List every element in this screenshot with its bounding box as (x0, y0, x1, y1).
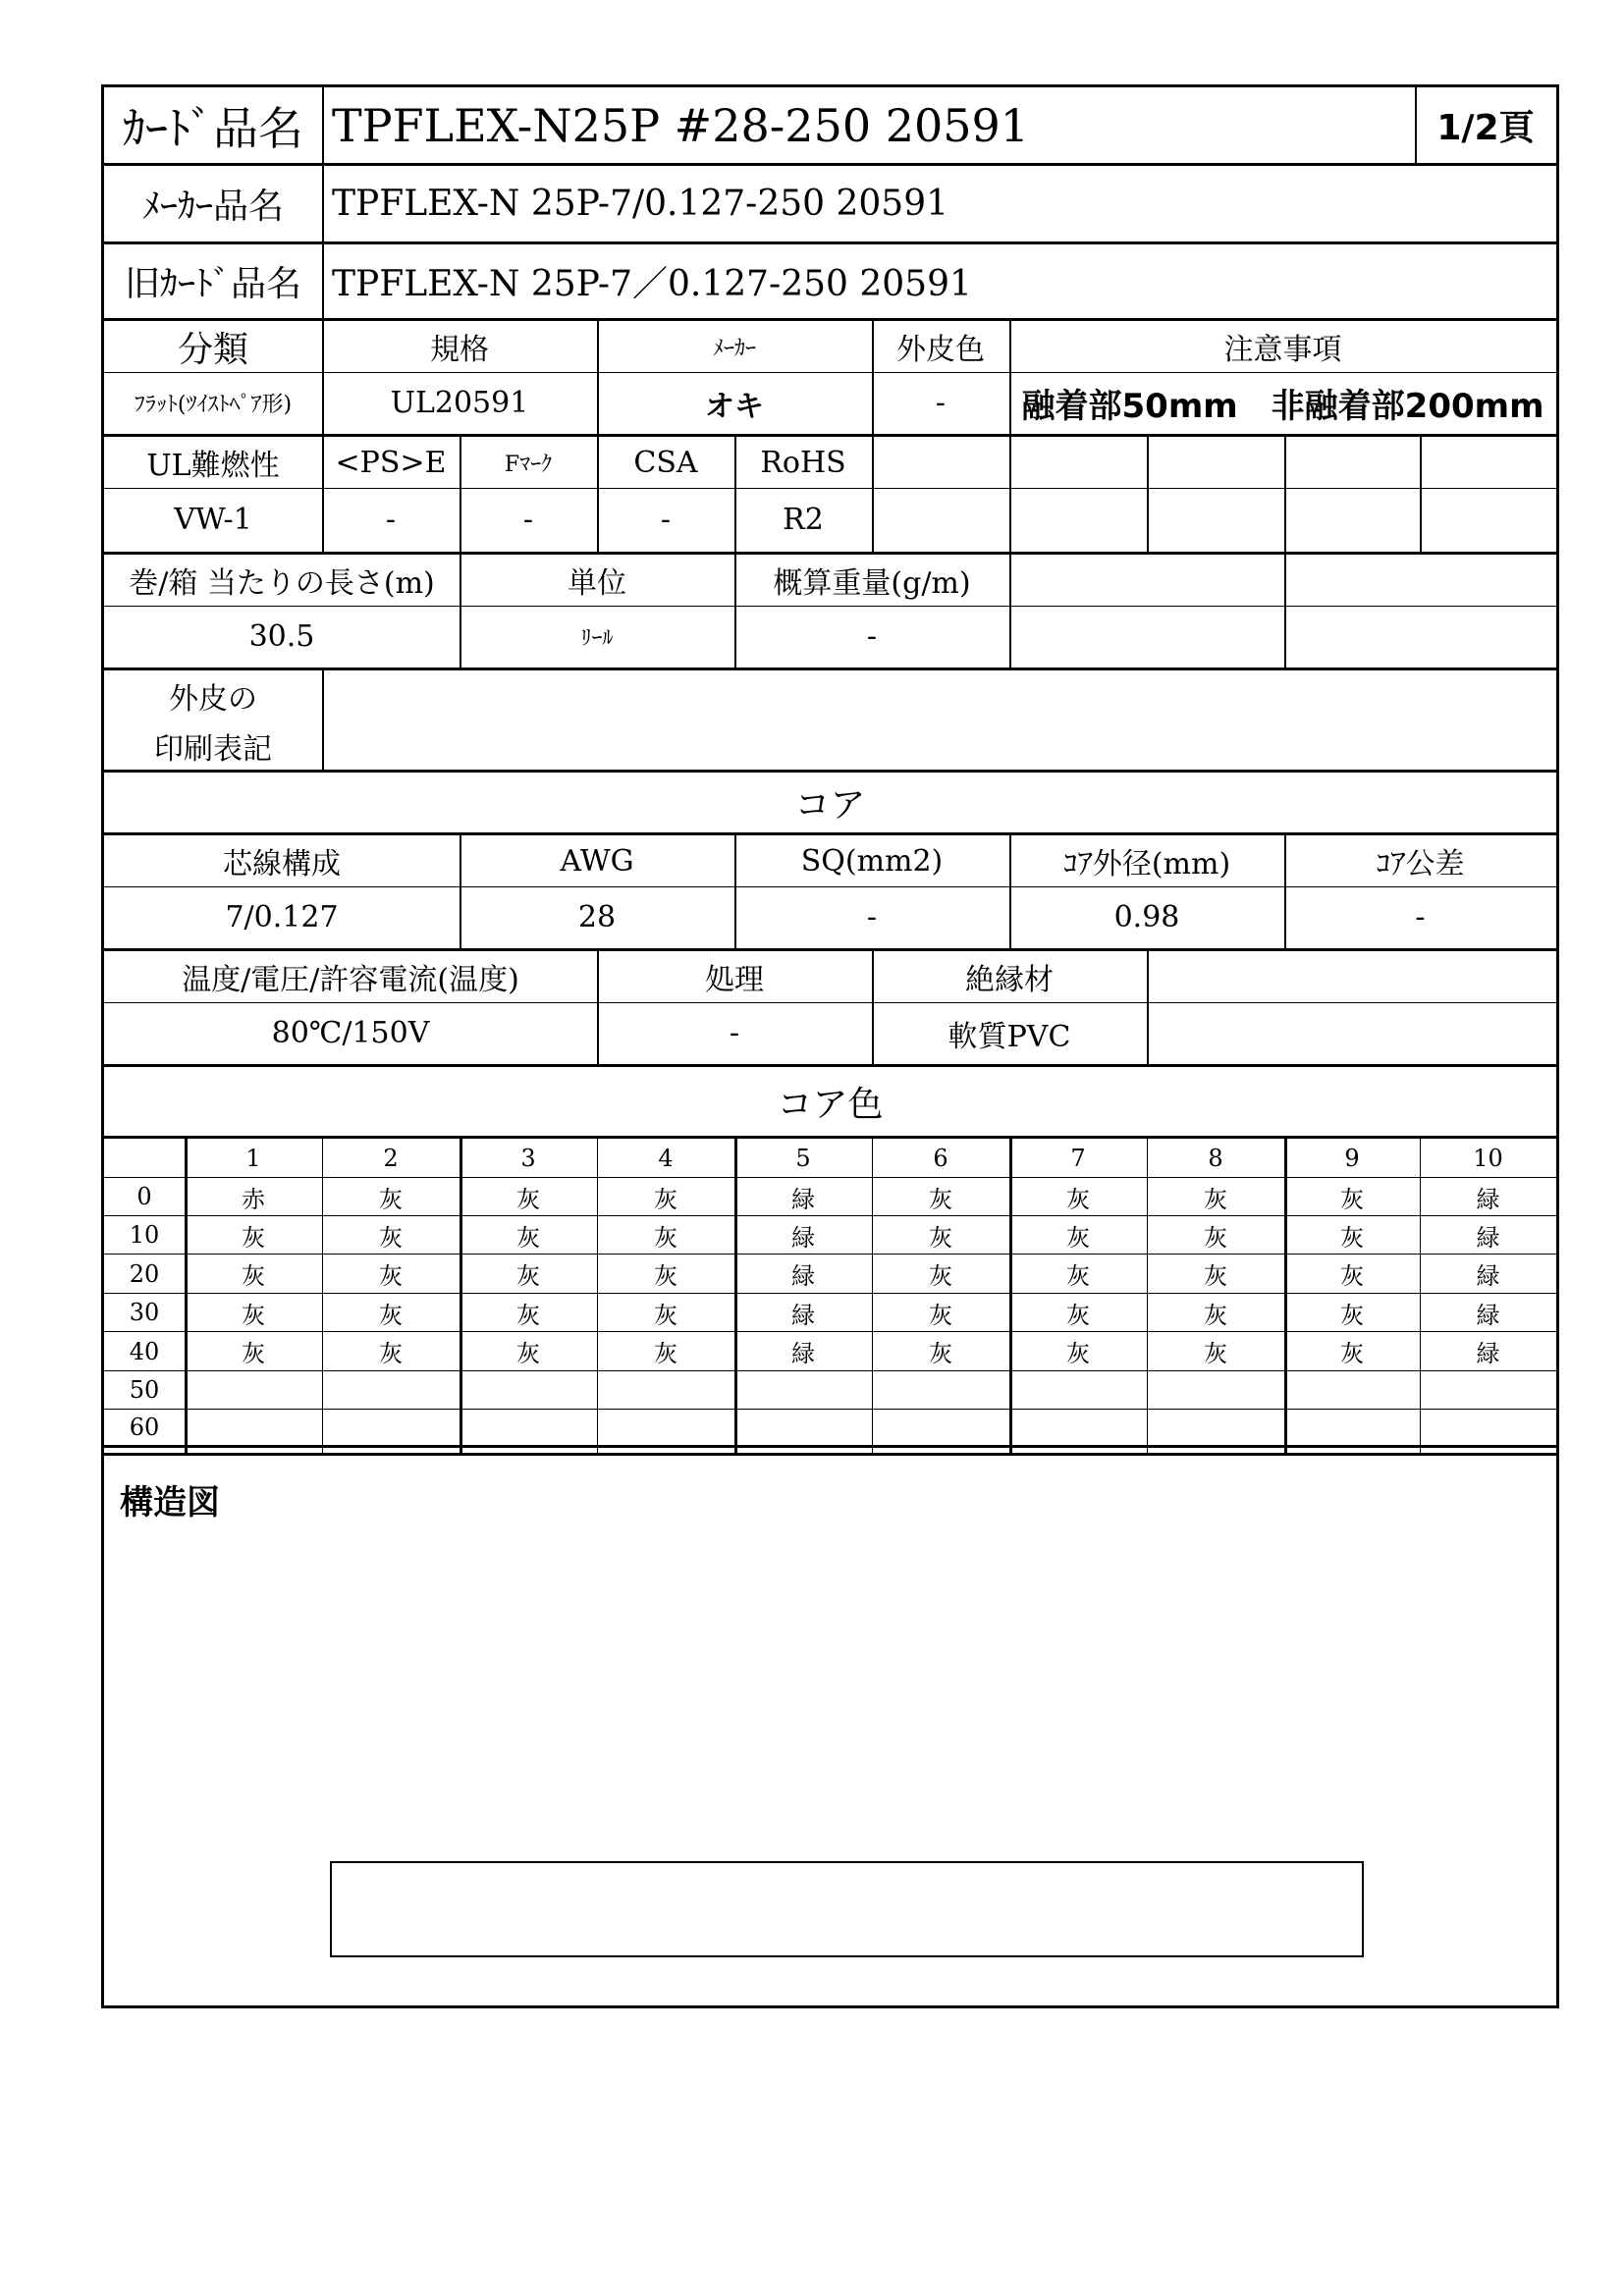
core-color-cell: 緑 (1476, 1340, 1500, 1368)
core-color-cell: 緑 (1476, 1223, 1500, 1252)
core-color-col-8: 8 (1208, 1144, 1223, 1172)
core-color-cell: 灰 (1204, 1185, 1227, 1213)
flam-value-4: - (660, 503, 672, 537)
spec-sheet (101, 84, 1559, 2008)
core-color-cell: 緑 (791, 1301, 815, 1329)
core-color-col-10: 10 (1473, 1144, 1503, 1172)
core-header-3: SQ(mm2) (800, 843, 944, 879)
structure-area (104, 1453, 1556, 2005)
core-color-cell: 緑 (791, 1223, 815, 1252)
core-color-cell (872, 1371, 1009, 1409)
core-color-cell: 灰 (1066, 1185, 1090, 1213)
core-color-col-9: 9 (1344, 1144, 1360, 1172)
core-color-cell: 緑 (1476, 1262, 1500, 1291)
core-value-3: - (866, 900, 878, 934)
core-value-5: - (1415, 900, 1426, 934)
core-color-cell: 灰 (242, 1301, 265, 1329)
old-card-name-value: TPFLEX-N 25P-7／0.127-250 20591 (332, 264, 972, 304)
card-name-value: TPFLEX-N25P #28-250 20591 (332, 98, 1030, 152)
core-color-cell: 灰 (379, 1301, 403, 1329)
length-value-1: 30.5 (248, 619, 315, 654)
core-color-cell: 緑 (791, 1185, 815, 1213)
core-color-row-label: 50 (129, 1376, 160, 1404)
core-color-cell: 緑 (791, 1262, 815, 1291)
temp-value-1: 80℃/150V (271, 1016, 430, 1050)
flam-header-5: RoHS (760, 445, 846, 480)
core-color-cell (1009, 1371, 1147, 1409)
core-color-col-1: 1 (245, 1144, 261, 1172)
core-header-5: ｺｱ公差 (1376, 847, 1465, 881)
core-color-cell (1147, 1371, 1284, 1409)
core-color-cell (460, 1410, 597, 1445)
core-color-cell: 緑 (791, 1340, 815, 1368)
flam-value-5: R2 (783, 503, 824, 537)
core-color-col-6: 6 (933, 1144, 948, 1172)
temp-value-2: - (729, 1016, 740, 1050)
core-color-cell (597, 1371, 734, 1409)
core-color-cell: 灰 (1340, 1185, 1364, 1213)
structure-title: 構造図 (120, 1483, 220, 1522)
core-color-cell: 灰 (379, 1340, 403, 1368)
core-color-cell: 灰 (1204, 1223, 1227, 1252)
core-color-title: コア色 (777, 1084, 884, 1125)
core-color-col-7: 7 (1070, 1144, 1086, 1172)
core-value-4: 0.98 (1113, 900, 1180, 934)
core-spec-row (104, 835, 1556, 951)
core-color-cell: 灰 (929, 1340, 952, 1368)
core-color-cell: 灰 (516, 1223, 540, 1252)
print-value (322, 670, 1556, 770)
core-color-title-row (104, 1067, 1556, 1139)
core-title: コア (794, 785, 866, 826)
core-color-cell (734, 1371, 872, 1409)
core-color-col-3: 3 (520, 1144, 536, 1172)
card-name-label: ｶｰﾄﾞ品名 (123, 101, 303, 155)
core-color-cell: 灰 (516, 1185, 540, 1213)
maker-name-label: ﾒｰｶｰ品名 (141, 187, 284, 227)
flammability-row (104, 437, 1556, 555)
class-header-5: 注意事項 (1223, 333, 1342, 367)
core-color-cell: 灰 (242, 1262, 265, 1291)
core-header-4: ｺｱ外径(mm) (1062, 847, 1231, 881)
print-row (104, 670, 1556, 773)
core-color-cell: 灰 (1340, 1301, 1364, 1329)
core-title-row (104, 773, 1556, 835)
length-row (104, 555, 1556, 670)
core-color-cell (460, 1371, 597, 1409)
core-header-2: AWG (560, 843, 634, 879)
flam-header-3: Fﾏｰｸ (504, 452, 553, 477)
class-value-2: UL20591 (390, 386, 529, 420)
length-header-1: 巻/箱 当たりの長さ(m) (129, 566, 435, 601)
core-color-cell (185, 1371, 322, 1409)
class-header-4: 外皮色 (896, 333, 985, 367)
flam-header-1: UL難燃性 (146, 449, 280, 483)
core-color-cell: 灰 (1204, 1340, 1227, 1368)
print-label-line1: 外皮の (169, 682, 257, 717)
class-value-4: - (935, 386, 947, 420)
classification-row (104, 321, 1556, 437)
core-color-cell: 灰 (516, 1301, 540, 1329)
core-color-cell (872, 1410, 1009, 1445)
core-color-cell: 灰 (242, 1340, 265, 1368)
class-header-1: 分類 (177, 329, 248, 370)
core-value-1: 7/0.127 (225, 900, 339, 934)
class-header-3: ﾒｰｶｰ (712, 336, 756, 361)
core-color-cell: 灰 (929, 1301, 952, 1329)
core-color-col-4: 4 (658, 1144, 674, 1172)
flam-value-2: - (385, 503, 397, 537)
core-color-cell: 灰 (654, 1301, 677, 1329)
core-color-cell: 灰 (516, 1340, 540, 1368)
core-color-cell (734, 1410, 872, 1445)
length-header-2: 単位 (568, 566, 626, 601)
core-color-row-label: 60 (129, 1414, 160, 1442)
core-color-cell (322, 1371, 460, 1409)
core-color-cell: 灰 (1066, 1262, 1090, 1291)
core-color-cell: 灰 (1066, 1301, 1090, 1329)
class-value-1: ﾌﾗｯﾄ(ﾂｲｽﾄﾍﾟｱ形) (134, 393, 293, 417)
core-color-cell (1009, 1410, 1147, 1445)
core-value-2: 28 (577, 900, 617, 934)
class-header-2: 規格 (430, 333, 489, 367)
core-color-cell (1420, 1371, 1556, 1409)
core-color-cell (185, 1410, 322, 1445)
length-header-3: 概算重量(g/m) (773, 566, 971, 601)
core-color-cell: 灰 (929, 1185, 952, 1213)
core-color-row-label: 20 (129, 1259, 160, 1288)
core-color-row-label: 0 (136, 1183, 152, 1210)
core-color-cell: 灰 (1340, 1223, 1364, 1252)
maker-name-row (104, 166, 1556, 244)
core-color-row-label: 40 (129, 1337, 160, 1365)
structure-caption-box (330, 1861, 1364, 1957)
core-color-cell (597, 1410, 734, 1445)
core-color-cell: 灰 (1204, 1301, 1227, 1329)
page-number: 1/2頁 (1436, 108, 1535, 148)
temp-header-2: 処理 (705, 963, 764, 997)
maker-name-value: TPFLEX-N 25P-7/0.127-250 20591 (332, 184, 949, 224)
core-color-cell: 灰 (929, 1262, 952, 1291)
temperature-row (104, 951, 1556, 1067)
temp-value-3: 軟質PVC (947, 1019, 1071, 1054)
core-color-cell: 灰 (379, 1262, 403, 1291)
length-value-3: - (866, 619, 878, 654)
core-color-cell: 灰 (654, 1340, 677, 1368)
core-color-cell: 緑 (1476, 1185, 1500, 1213)
core-header-1: 芯線構成 (223, 847, 341, 881)
core-color-cell: 灰 (516, 1262, 540, 1291)
core-color-col-5: 5 (795, 1144, 811, 1172)
core-color-row-label: 30 (129, 1299, 160, 1327)
temp-header-1: 温度/電圧/許容電流(温度) (182, 963, 519, 997)
core-color-cell (1284, 1410, 1420, 1445)
old-card-name-row (104, 244, 1556, 321)
card-name-row (104, 87, 1556, 166)
core-color-cell: 灰 (654, 1262, 677, 1291)
class-value-3: オキ (705, 389, 764, 424)
flam-header-2: <PS>E (335, 445, 447, 480)
class-value-5: 融着部50mm 非融着部200mm (1021, 387, 1544, 426)
core-color-cell: 灰 (1066, 1340, 1090, 1368)
core-color-cell: 灰 (1340, 1340, 1364, 1368)
flam-value-3: - (522, 503, 534, 537)
core-color-table (104, 1139, 1556, 1453)
core-color-cell: 灰 (1204, 1262, 1227, 1291)
flam-header-4: CSA (633, 445, 698, 480)
core-color-cell: 灰 (242, 1223, 265, 1252)
flam-value-1: VW-1 (174, 503, 252, 537)
core-color-cell: 灰 (379, 1185, 403, 1213)
core-color-cell: 灰 (1066, 1223, 1090, 1252)
length-value-2: ﾘｰﾙ (580, 626, 614, 651)
core-color-cell: 緑 (1476, 1301, 1500, 1329)
core-color-cell: 灰 (654, 1223, 677, 1252)
core-color-cell: 赤 (242, 1185, 265, 1213)
core-color-cell: 灰 (379, 1223, 403, 1252)
core-color-col-2: 2 (383, 1144, 399, 1172)
old-card-name-label: 旧ｶｰﾄﾞ品名 (124, 264, 301, 304)
core-color-cell (1284, 1371, 1420, 1409)
core-color-cell (1420, 1410, 1556, 1445)
core-color-cell (1147, 1410, 1284, 1445)
temp-header-3: 絶縁材 (965, 963, 1054, 997)
core-color-cell: 灰 (929, 1223, 952, 1252)
core-color-cell: 灰 (1340, 1262, 1364, 1291)
core-color-cell (322, 1410, 460, 1445)
core-color-cell: 灰 (654, 1185, 677, 1213)
core-color-row-label: 10 (129, 1221, 160, 1250)
print-label-line2: 印刷表記 (154, 731, 272, 767)
